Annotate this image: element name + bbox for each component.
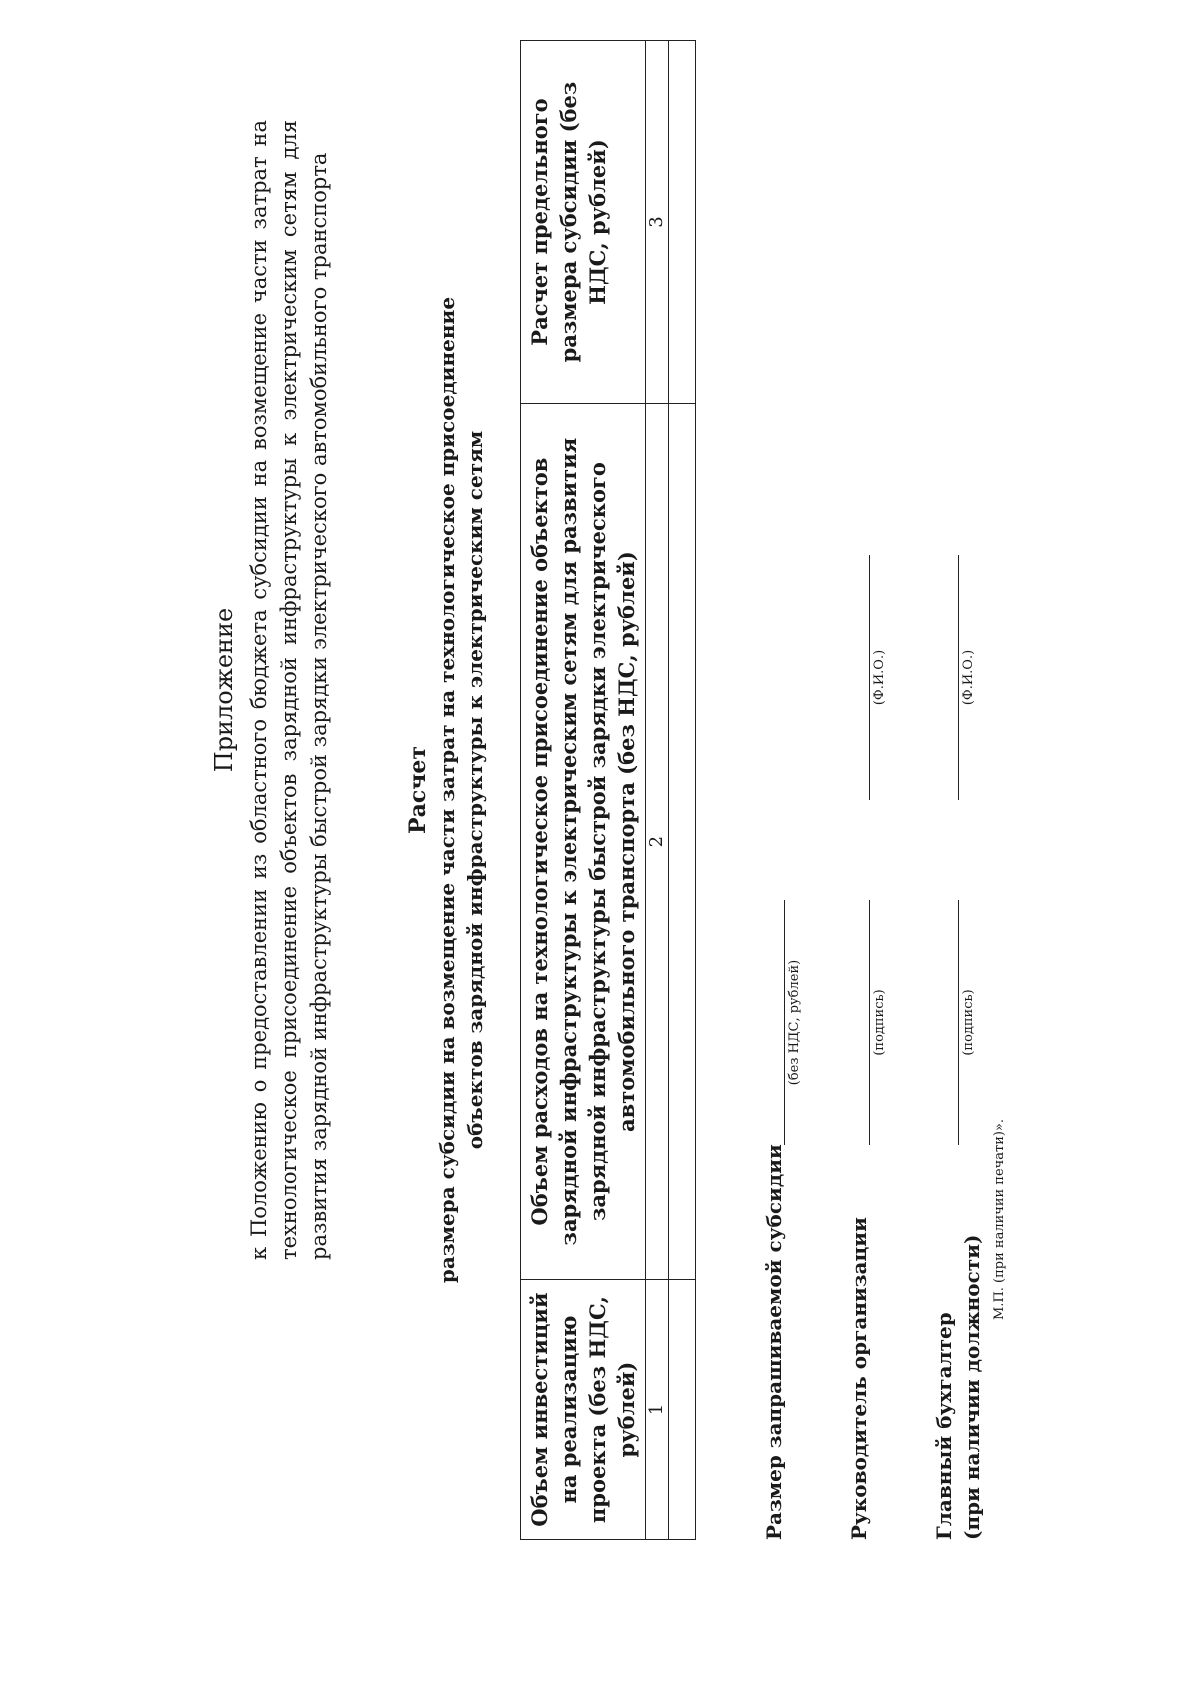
- head-sign-caption: (подпись): [872, 989, 887, 1056]
- appendix-title: Приложение: [210, 607, 238, 773]
- subsidy-amount-block: [760, 440, 820, 1540]
- header-subsidy-limit: Расчет предельного размера субсидии (без НДС, рублей): [521, 41, 646, 404]
- accountant-name-field: [958, 555, 976, 800]
- appendix-block: [210, 120, 334, 1260]
- header-investment: Объем инвестиций на реализацию проекта (без НДС, рублей): [521, 1280, 646, 1540]
- head-sign-field: [869, 900, 887, 1145]
- accountant-sign-field: [958, 900, 976, 1145]
- calculation-table: [520, 40, 696, 1540]
- column-number: 1: [646, 1280, 669, 1540]
- head-sign-line: [869, 900, 870, 1145]
- head-name-caption: (Ф.И.О.): [872, 649, 887, 706]
- head-name-field: [869, 555, 887, 800]
- head-signature-block: [845, 440, 905, 1540]
- accountant-sign-line: [958, 900, 959, 1145]
- accountant-label: [930, 1235, 986, 1541]
- document-subtitle: размера субсидии на возмещение части затрат на технологическое присоединение объектов зарядной инфраструктуры к электрическим сетям: [435, 296, 487, 1284]
- appendix-text: к Положению о предоставлении из областного бюджета субсидии на возмещение части затрат на технологическое присоединение объектов зарядной инфраструктуры к электрическим сетям для развития зарядной инфраструктуры быстрой зарядки электрического автомобильного транспорта: [247, 120, 331, 1260]
- head-name-line: [869, 555, 870, 800]
- document-heading: [405, 20, 489, 1560]
- table-cell: [669, 404, 696, 1280]
- rotated-landscape-page: [170, 20, 1030, 1560]
- subsidy-line: [784, 900, 785, 1145]
- accountant-signature-block: [930, 440, 1010, 1540]
- column-number: 3: [646, 41, 669, 404]
- accountant-label-line1: Главный бухгалтер: [932, 1312, 956, 1540]
- document-title: Расчет: [405, 746, 431, 834]
- column-number: 2: [646, 404, 669, 1280]
- table-header-row: [521, 41, 646, 1540]
- accountant-name-line: [958, 555, 959, 800]
- accountant-name-caption: (Ф.И.О.): [961, 649, 976, 706]
- accountant-sign-caption: (подпись): [961, 989, 976, 1056]
- accountant-label-line2: (при наличии должности): [960, 1234, 984, 1540]
- subsidy-field: [784, 900, 802, 1145]
- table-row: [669, 41, 696, 1540]
- header-expenses: Объем расходов на технологическое присоединение объектов зарядной инфраструктуры к электрическим сетям для развития зарядной инфраструктуры быстрой зарядки электрического автомобильного транспорта (без НДС, рублей): [521, 404, 646, 1280]
- subsidy-label: Размер запрашиваемой субсидии: [762, 1144, 786, 1540]
- table-cell: [669, 41, 696, 404]
- subsidy-caption: (без НДС, рублей): [787, 959, 802, 1086]
- table-cell: [669, 1280, 696, 1540]
- head-label: Руководитель организации: [847, 1217, 871, 1540]
- column-number-row: [646, 41, 669, 1540]
- stamp-note: М.П. (при наличии печати)».: [992, 1118, 1007, 1320]
